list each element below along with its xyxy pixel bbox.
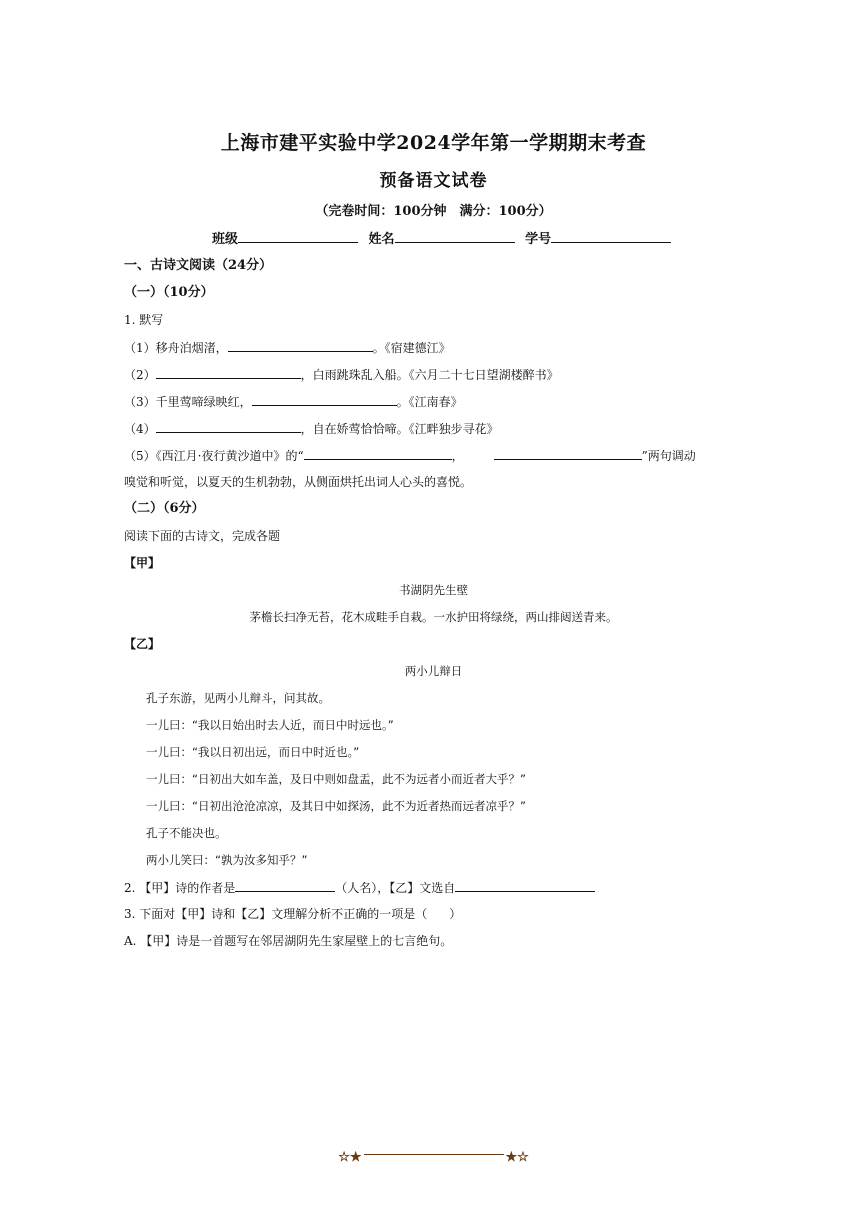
q3-text: 3. 下面对【甲】诗和【乙】文理解分析不正确的一项是（ <box>124 907 428 921</box>
reading-instruction: 阅读下面的古诗文，完成各题 <box>124 529 281 543</box>
id-label: 学号 <box>525 232 552 247</box>
q1-4 <box>124 420 499 437</box>
footer-stars-left: ☆★ <box>338 1150 362 1165</box>
q1-3-suffix: 。《江南春》 <box>396 395 463 409</box>
q1-1-prefix: （1）移舟泊烟渚， <box>124 341 228 355</box>
part1-heading: （一）（10分） <box>124 285 214 300</box>
exam-info: （完卷时间：100分钟 满分：100分） <box>315 204 552 219</box>
prose-title: 两小儿辩日 <box>404 664 463 678</box>
name-label: 姓名 <box>368 232 395 247</box>
q1-1-suffix: 。《宿建德江》 <box>372 341 451 355</box>
q1-5-answer-blank-1[interactable] <box>304 447 452 460</box>
q2-mid: （人名），【乙】文选自 <box>335 881 456 895</box>
exam-subtitle: 预备语文试卷 <box>379 171 488 191</box>
class-field[interactable] <box>238 230 358 243</box>
q1-2 <box>124 366 559 383</box>
footer-stars-right: ★☆ <box>505 1150 529 1165</box>
part2-heading: （二）（6分） <box>124 501 205 516</box>
page-footer <box>0 1150 867 1166</box>
q1-1 <box>124 339 451 356</box>
poem-text: 茅檐长扫净无苔，花木成畦手自栽。一水护田将绿绕，两山排闼送青来。 <box>249 610 618 624</box>
q1-2-prefix: （2） <box>124 368 156 382</box>
prose-line: 一儿曰：“我以日始出时去人近，而日中时远也。” <box>146 718 394 732</box>
section-heading: 一、古诗文阅读（24分） <box>124 258 273 273</box>
q3 <box>124 906 461 922</box>
q1-5-mid: ， <box>451 449 464 463</box>
q1-label: 1. 默写 <box>124 313 164 327</box>
prose-line: 两小儿笑曰：“孰为汝多知乎？” <box>146 853 308 867</box>
q1-3-prefix: （3）千里莺啼绿映红， <box>124 395 252 409</box>
jia-label: 【甲】 <box>124 556 161 570</box>
poem-title: 书湖阴先生壁 <box>399 583 468 597</box>
prose-line: 孔子东游，见两小儿辩斗，问其故。 <box>146 691 330 705</box>
prose-line: 一儿曰：“日初出大如车盖，及日中则如盘盂，此不为远者小而近者大乎？” <box>146 772 526 786</box>
name-field[interactable] <box>395 230 515 243</box>
q2-author-blank[interactable] <box>235 879 335 892</box>
q1-4-answer-blank[interactable] <box>156 420 301 433</box>
class-label: 班级 <box>212 232 239 247</box>
q1-2-answer-blank[interactable] <box>156 366 301 379</box>
q1-5 <box>124 447 696 464</box>
prose-line: 孔子不能决也。 <box>146 826 227 840</box>
q1-2-suffix: ，白雨跳珠乱入船。《六月二十七日望湖楼醉书》 <box>300 368 559 382</box>
q1-1-answer-blank[interactable] <box>228 339 373 352</box>
q2-prefix: 2. 【甲】诗的作者是 <box>124 881 236 895</box>
exam-title: 上海市建平实验中学2024学年第一学期期末考查 <box>220 132 647 154</box>
prose-line: 一儿曰：“我以日初出远，而日中时近也。” <box>146 745 360 759</box>
q1-5-suffix: ”两句调动 <box>641 449 696 463</box>
q1-4-suffix: ，自在娇莺恰恰啼。《江畔独步寻花》 <box>300 422 499 436</box>
q1-3-answer-blank[interactable] <box>252 393 397 406</box>
q2-source-blank[interactable] <box>455 879 595 892</box>
footer-rule <box>364 1154 504 1155</box>
yi-label: 【乙】 <box>124 637 161 651</box>
q3-option-a: A. 【甲】诗是一首题写在邻居湖阴先生家屋壁上的七言绝句。 <box>124 934 453 948</box>
q2 <box>124 879 595 896</box>
q1-5-line2: 嗅觉和听觉，以夏天的生机勃勃，从侧面烘托出词人心头的喜悦。 <box>124 475 473 489</box>
q1-5-answer-blank-2[interactable] <box>494 447 642 460</box>
q1-4-prefix: （4） <box>124 422 156 436</box>
q1-5-prefix: （5）《西江月·夜行黄沙道中》的“ <box>124 449 304 463</box>
q3-close: ） <box>449 907 462 921</box>
q1-3 <box>124 393 463 410</box>
student-id-field[interactable] <box>551 230 671 243</box>
student-info-row <box>212 230 671 248</box>
prose-line: 一儿曰：“日初出沧沧凉凉，及其日中如探汤，此不为近者热而远者凉乎？” <box>146 799 526 813</box>
